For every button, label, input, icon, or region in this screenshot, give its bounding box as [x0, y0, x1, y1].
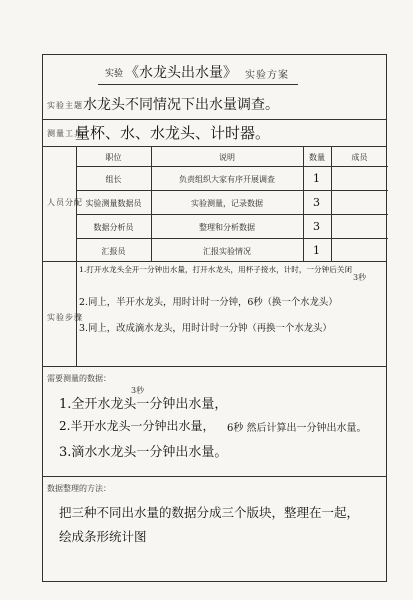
- tools-value: 量杯、水、水龙头、计时器。: [75, 124, 271, 142]
- row-measure: [43, 367, 386, 477]
- row-method: [43, 477, 386, 583]
- measure-2-tail: 6秒 然后计算出一分钟出水量。: [227, 423, 367, 434]
- measure-1-note: 3秒: [131, 386, 145, 395]
- header-role: 职位: [105, 153, 122, 162]
- role-2: 实验测量数据员: [85, 199, 142, 208]
- title-main: 《水龙头出水量》: [125, 65, 237, 81]
- measure-3: 3.滴水水龙头一分钟出水量。: [59, 445, 228, 460]
- header-count: 数量: [309, 153, 325, 162]
- topic-label: 实验主题: [47, 101, 83, 110]
- topic-value: 水龙头不同情况下出水量调查。: [83, 97, 279, 113]
- method-label: 数据整理的方法：: [47, 484, 111, 493]
- steps-label: 实验步骤: [47, 313, 83, 322]
- col-line-3: [331, 147, 332, 262]
- row-line-2: [76, 190, 388, 191]
- role-4: 汇报员: [101, 247, 126, 256]
- role-1: 组长: [105, 175, 122, 184]
- desc-2: 实验测量，记录数据: [191, 199, 263, 208]
- count-3: 3: [313, 220, 320, 233]
- row-line-3: [76, 214, 388, 215]
- staff-label: 人员分配: [47, 198, 83, 207]
- measure-2: 2.半开水龙头一分钟出水量，: [59, 419, 215, 433]
- row-topic: [43, 92, 386, 120]
- count-1: 1: [313, 172, 320, 185]
- title-crossed-word: 实验: [105, 69, 124, 79]
- title-suffix: 实验方案: [245, 70, 289, 81]
- step-1-note: 3秒: [353, 273, 367, 282]
- row-steps: [43, 262, 386, 367]
- col-line-2: [303, 147, 304, 262]
- header-desc: 说明: [219, 153, 235, 162]
- count-4: 1: [313, 244, 320, 257]
- steps-divider: [76, 262, 77, 367]
- method-line-2: 绘成条形统计图: [59, 529, 147, 544]
- role-3: 数据分析员: [93, 223, 134, 232]
- count-2: 3: [313, 196, 320, 209]
- row-line-4: [76, 238, 388, 239]
- measure-label: 需要测量的数据：: [47, 374, 111, 383]
- tools-label: 测量工具: [47, 129, 83, 138]
- step-2: 2.同上，半开水龙头，用时计时一分钟，6秒（换一个水龙头）: [79, 297, 338, 308]
- step-3: 3.同上，改成滴水龙头，用时计时一分钟（再换一个水龙头）: [79, 323, 332, 334]
- method-line-1: 把三种不同出水量的数据分成三个版块，整理在一起，: [59, 505, 360, 520]
- step-1: 1.打开水龙头全开一分钟出水量，打开水龙头，用杯子接水，计时，一分钟后关闭: [79, 265, 353, 274]
- row-staff: [43, 147, 386, 262]
- plan-table: [42, 54, 387, 582]
- header-member: 成员: [351, 153, 368, 162]
- desc-1: 负责组织大家有序开展调查: [179, 175, 275, 184]
- desc-3: 整理和分析数据: [199, 223, 255, 232]
- row-tools: [43, 120, 386, 147]
- measure-1: 1.全开水龙头一分钟出水量，: [59, 397, 228, 412]
- desc-4: 汇报实验情况: [203, 247, 251, 256]
- row-line-1: [76, 166, 388, 167]
